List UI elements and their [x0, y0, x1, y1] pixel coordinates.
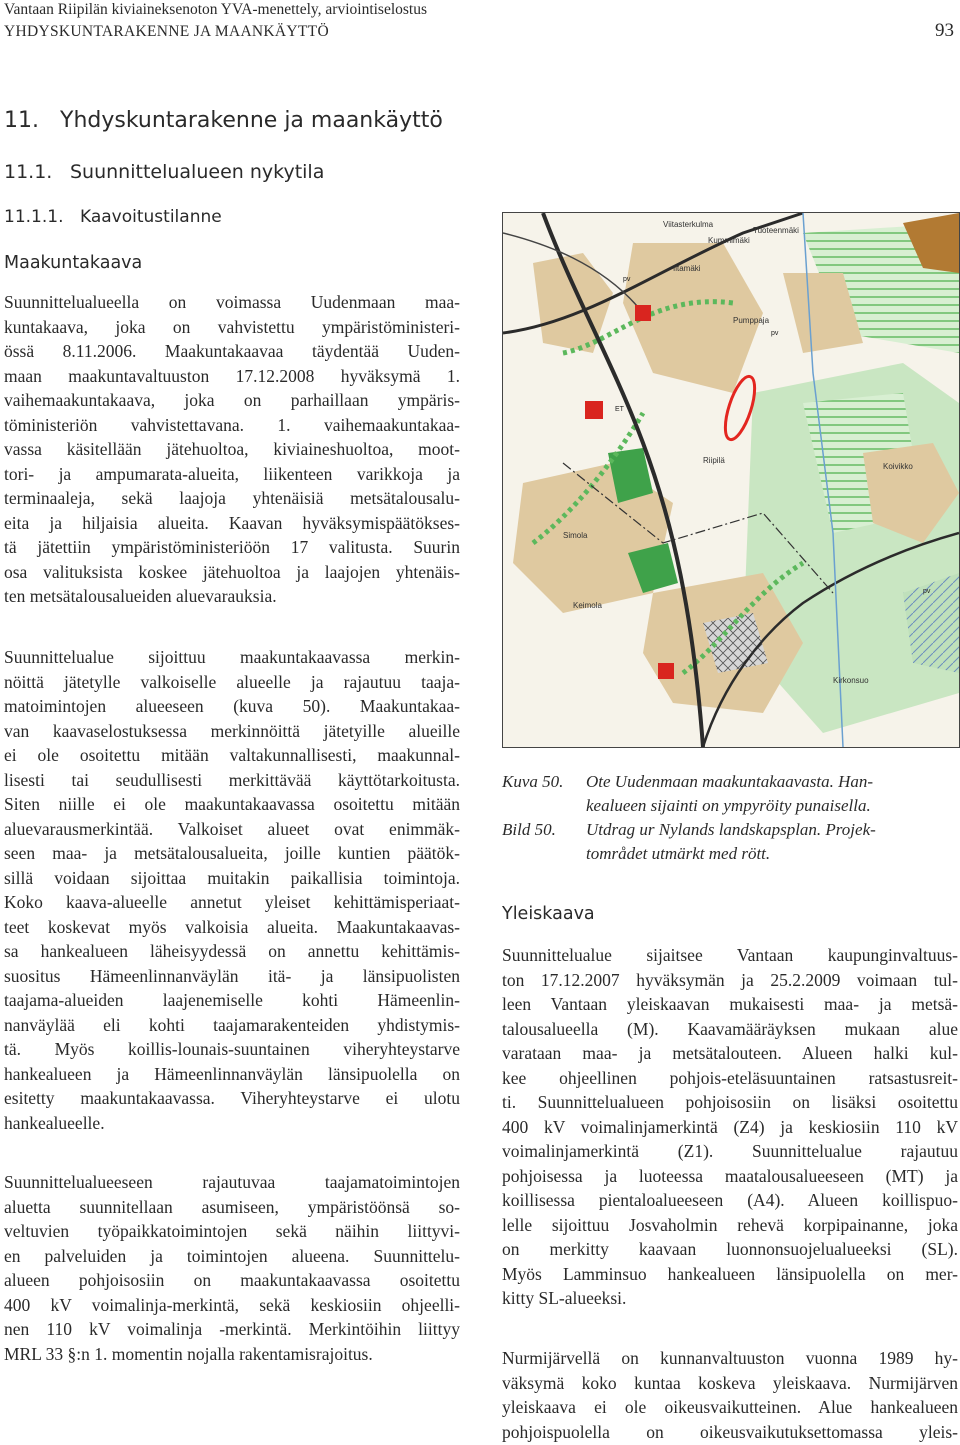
text-line: teet koskevat myös valkoisia alueita. Maakuntakaavas-	[4, 916, 460, 937]
text-line: veltuvien työpaikkatoimintojen sekä näihin liittyvi-	[4, 1221, 460, 1241]
map-label: Keimola	[573, 601, 602, 610]
text-line: össä 8.11.2006. Maakuntakaavaa täydentää Uuden-	[4, 341, 460, 361]
caption-text	[586, 818, 958, 866]
caption-line: tområdet utmärkt med rött.	[586, 844, 771, 863]
document-header-section: YHDYSKUNTARAKENNE JA MAANKÄYTTÖ	[4, 23, 329, 40]
caption-line: Utdrag ur Nylands landskapsplan. Projek-	[586, 820, 876, 839]
text-line: Siten niille ei ole maakuntakaavassa osoitettu mitään	[4, 794, 460, 814]
red-marker	[635, 305, 651, 321]
map-label: Kummimäki	[708, 236, 750, 245]
text-line: talousalueella (M). Kaavamääräyksen mukaan alue	[502, 1018, 958, 1039]
left-paragraph-2	[4, 645, 460, 1135]
text-line: ton 17.12.2007 hyväksymän ja 25.2.2009 voimaan tul-	[502, 969, 958, 990]
text-line: terminaaleja, sekä laajoja yhtenäisiä metsätalousalu-	[4, 488, 460, 508]
text-line: vaihemaakuntakaava, joka on parhaillaan ympäris-	[4, 390, 460, 410]
text-line: aluevarausmerkintää. Valkoiset alueet ovat enimmäk-	[4, 818, 460, 839]
map-label: Viitasterkulma	[663, 220, 714, 229]
text-line: nöittä jätetylle valkoiselle alueelle ja rajautuu taaja-	[4, 671, 460, 692]
text-line: on merkitty kaavaan luonnonsuojelualueeksi (SL).	[502, 1239, 958, 1259]
text-line: hankealueelle.	[4, 1112, 105, 1133]
subsection-title: Kaavoitustilanne	[80, 207, 222, 227]
text-line: Suunnittelualue sijaitsee Vantaan kaupunginvaltuus-	[502, 945, 958, 965]
text-line: vassa käsitellään jätehuoltoa, kiviaineshuoltoa, moot-	[4, 439, 460, 459]
subsection-heading	[4, 207, 222, 227]
red-marker	[658, 663, 674, 679]
figure-caption	[502, 770, 958, 866]
text-line: väksymä koko kuntaa koskeva yleiskaava. Nurmijärven	[502, 1372, 958, 1393]
left-paragraph-1	[4, 290, 460, 609]
text-line: tä jätettiin ympäristöministeriöön 17 valitusta. Suurin	[4, 537, 460, 557]
text-line: tori- ja ampumarata-alueita, liikenteen varikkoja ja	[4, 463, 460, 484]
caption-row-sv	[502, 818, 958, 866]
text-line: tä. Myös koillis-lounais-suuntainen viheryhteystarve	[4, 1039, 460, 1059]
right-paragraph-2	[502, 1346, 958, 1444]
text-line: ten metsätalousalueiden aluevarauksia.	[4, 586, 277, 606]
text-line: taajama-alueiden laajenemiselle kohti Hämeenlin-	[4, 990, 460, 1010]
map-label: Simola	[563, 531, 588, 540]
text-line: van kaavaselostuksessa merkinnöittä jätetyille alueille	[4, 720, 460, 741]
text-line: MRL 33 §:n 1. momentin nojalla rakentamisrajoitus.	[4, 1343, 373, 1364]
subsection-number: 11.1.1.	[4, 207, 64, 227]
caption-text	[586, 770, 958, 818]
text-line: aluetta suunnitellaan asumiseen, ympäristöönsä so-	[4, 1196, 460, 1217]
text-line: alueen pohjoisosiin on maakuntakaavassa osoitettu	[4, 1270, 460, 1290]
text-line: 400 kV voimalinja-merkintä, sekä keskiosiin ohjeelli-	[4, 1294, 460, 1315]
document-header-title: Vantaan Riipilän kiviaineksenoton YVA-menettely, arviointiselostus	[4, 1, 428, 18]
map-svg	[503, 213, 959, 747]
chapter-heading	[4, 108, 443, 133]
text-line: 400 kV voimalinjamerkintä (Z4) ja keskiosiin 110 kV	[502, 1116, 958, 1137]
text-line: kuntakaava, joka on vahvistettu ympäristöministeri-	[4, 316, 460, 337]
text-line: seen maa- ja metsätalousalueita, joille kuntien päätök-	[4, 843, 460, 863]
text-line: Suunnittelualue sijoittuu maakuntakaavassa merkin-	[4, 647, 460, 667]
text-line: osa valituksista koskee jätehuoltoa ja laajojen yhtenäis-	[4, 561, 460, 582]
map-label: Riipilä	[703, 456, 725, 465]
text-line: kitty SL-alueeksi.	[502, 1288, 627, 1308]
map-code: pv	[623, 276, 631, 283]
text-line: Myös Lamminsuo hankealueen länsipuolella on mer-	[502, 1263, 958, 1284]
text-line: yleiskaava ei ole oikeusvaikutteinen. Alue hankealueen	[502, 1397, 958, 1417]
text-line: en palveluiden ja toimintojen alueena. Suunnittelu-	[4, 1245, 460, 1266]
text-line: varataan maa- ja metsätalouteen. Alueen halki kul-	[502, 1043, 958, 1063]
caption-row-fi	[502, 770, 958, 818]
text-line: Nurmijärvellä on kunnanvaltuuston vuonna 1989 hy-	[502, 1348, 958, 1368]
section-title: Suunnittelualueen nykytila	[70, 161, 325, 183]
text-line: sillä voidaan sijoittaa muitakin paikallisia toimintoja.	[4, 867, 460, 888]
text-line: lisesti tai seudullisesti merkittävää käyttötarkoitusta.	[4, 769, 460, 790]
caption-label: Kuva 50.	[502, 772, 564, 791]
right-paragraph-1	[502, 943, 958, 1311]
text-line: töministeriön vahvistettavana. 1. vaihemaakuntakaa-	[4, 414, 460, 435]
text-line: Koko kaava-alueelle annetut yleiset kehittämisperiaat-	[4, 892, 460, 912]
text-line: pohjoisessa ja luoteessa maatalousalueeseen (MT) ja	[502, 1165, 958, 1186]
text-line: kee ohjeellinen pohjois-eteläsuuntainen ratsastusreit-	[502, 1067, 958, 1088]
caption-line: kealueen sijainti on ympyröity punaisella.	[586, 796, 871, 815]
chapter-title: Yhdyskuntarakenne ja maankäyttö	[60, 108, 443, 133]
text-line: ti. Suunnittelualueen pohjoisosiin on lisäksi osoitettu	[502, 1092, 958, 1112]
regional-plan-map	[502, 212, 960, 748]
text-line: voimalinjamerkintä (Z1). Suunnittelualue rajautuu	[502, 1141, 958, 1161]
text-line: nanväylää eli kohti taajamarakenteiden yhdistymis-	[4, 1014, 460, 1035]
maakuntakaava-heading: Maakuntakaava	[4, 253, 143, 273]
text-line: pohjoispuolella on oikeusvaikutuksettomassa yleis-	[502, 1421, 958, 1442]
text-line: lelle sijoittuu Josvaholmin rehevä korpipainanne, joka	[502, 1214, 958, 1235]
yleiskaava-heading: Yleiskaava	[502, 904, 595, 924]
text-line: Suunnittelualueeseen rajautuvaa taajamatoimintojen	[4, 1172, 460, 1192]
left-paragraph-3	[4, 1170, 460, 1366]
page-number: 93	[935, 20, 954, 41]
caption-line: Ote Uudenmaan maakuntakaavasta. Han-	[586, 772, 874, 791]
map-label: Koivikko	[883, 462, 913, 471]
text-line: ei ole osoitettu mitään valtakunnallisesti, maakunnal-	[4, 745, 460, 765]
text-line: maan maakuntavaltuuston 17.12.2008 hyväksymä 1.	[4, 365, 460, 386]
section-heading	[4, 161, 324, 183]
text-line: esitetty maakuntakaavassa. Viheryhteystarve ei ulotu	[4, 1088, 460, 1108]
caption-label: Bild 50.	[502, 820, 556, 839]
text-line: matoimintojen alueeseen (kuva 50). Maakuntakaa-	[4, 696, 460, 716]
text-line: suositus Hämeenlinnanväylän itä- ja länsipuolisten	[4, 965, 460, 986]
text-line: Suunnittelualueella on voimassa Uudenmaan maa-	[4, 292, 460, 312]
map-label: Iltamäki	[673, 264, 701, 273]
chapter-number: 11.	[4, 108, 39, 133]
text-line: leen Vantaan yleiskaavan mukaisesti maa- ja metsä-	[502, 994, 958, 1014]
map-code: ET	[615, 406, 624, 413]
section-number: 11.1.	[4, 161, 53, 183]
text-line: hankealueen ja Hämeenlinnanväylän länsipuolella on	[4, 1063, 460, 1084]
red-marker	[585, 401, 603, 419]
map-label: Pumppaja	[733, 316, 770, 325]
text-line: sa hankealueen läheisyydessä on annettu kehittämis-	[4, 941, 460, 961]
map-label: Kirkonsuo	[833, 676, 869, 685]
text-line: eita ja hiljaisia alueita. Kaavan hyväksymispäätökses-	[4, 512, 460, 533]
map-label: Tuoteenmäki	[753, 226, 799, 235]
map-code: pv	[771, 330, 779, 337]
text-line: nen 110 kV voimalinja -merkintä. Merkintöihin liittyy	[4, 1319, 460, 1339]
text-line: koillisessa pientaloalueeseen (A4). Alueen koillispuo-	[502, 1190, 958, 1210]
map-code: pv	[923, 588, 931, 595]
